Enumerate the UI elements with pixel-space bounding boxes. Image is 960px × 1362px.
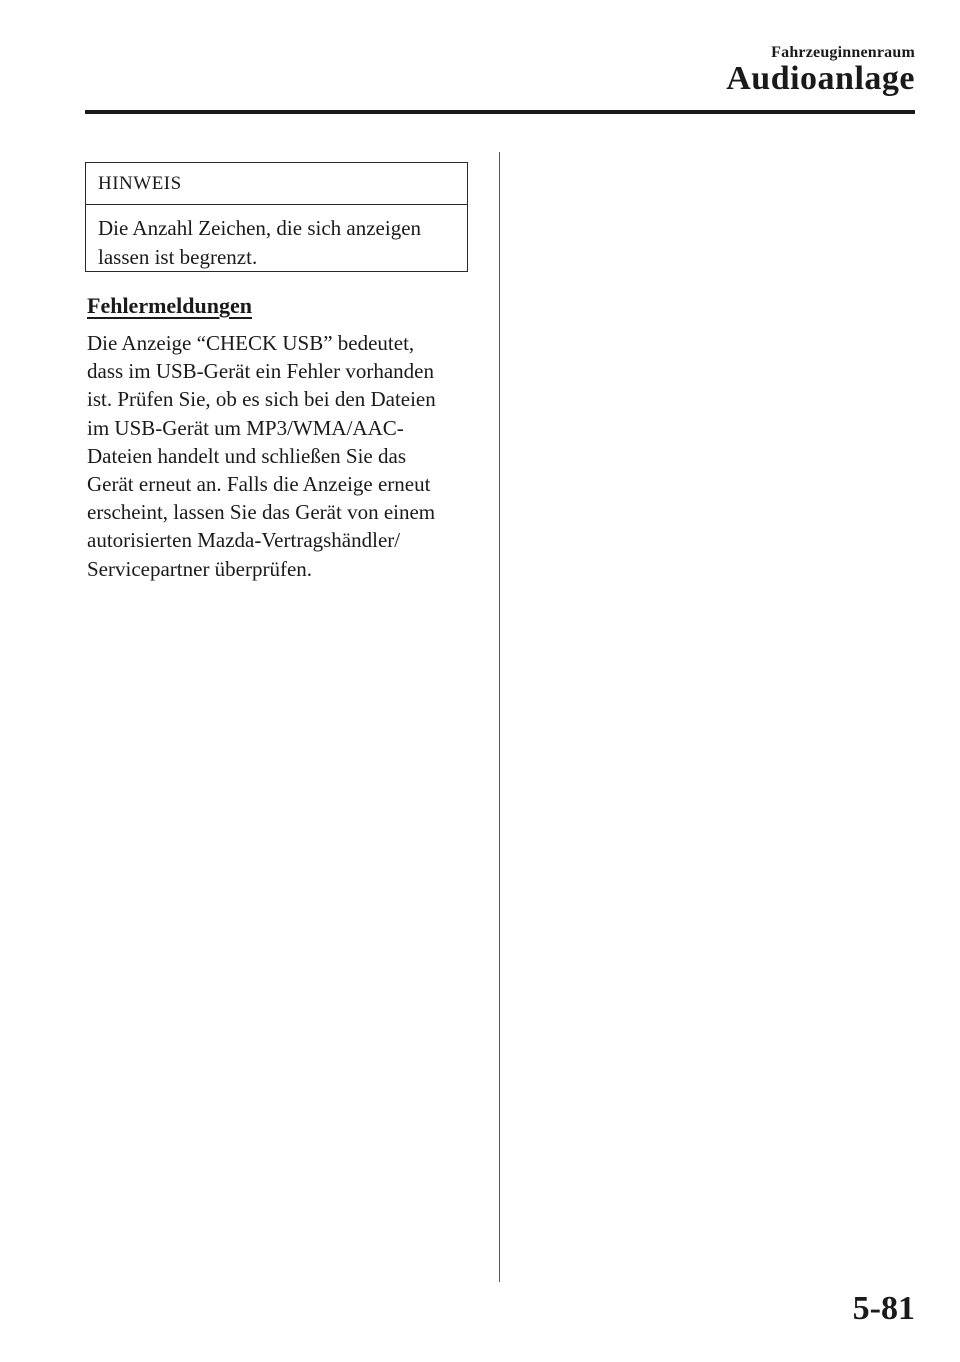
note-line: lassen ist begrenzt. bbox=[98, 245, 258, 269]
header-divider bbox=[85, 110, 915, 114]
page-number: 5-81 bbox=[852, 1290, 915, 1327]
section-heading: Fehlermeldungen bbox=[87, 293, 252, 318]
note-heading: HINWEIS bbox=[86, 163, 467, 205]
body-paragraph bbox=[87, 329, 487, 583]
column-divider bbox=[499, 152, 500, 1282]
page-title: Audioanlage bbox=[726, 60, 915, 97]
paragraph-line: Servicepartner überprüfen. bbox=[87, 556, 313, 581]
paragraph-line: erscheint, lassen Sie das Gerät von einem bbox=[87, 500, 436, 525]
paragraph-line: Gerät erneut an. Falls die Anzeige erneut bbox=[87, 472, 431, 497]
note-box bbox=[85, 162, 468, 272]
chapter-label: Fahrzeuginnenraum bbox=[771, 44, 915, 61]
note-body bbox=[98, 214, 458, 272]
paragraph-line: Die Anzeige “CHECK USB” bedeutet, bbox=[87, 331, 415, 355]
paragraph-line: dass im USB-Gerät ein Fehler vorhanden bbox=[87, 359, 435, 384]
paragraph-line: im USB-Gerät um MP3/WMA/AAC- bbox=[87, 415, 404, 440]
paragraph-line: ist. Prüfen Sie, ob es sich bei den Dateien bbox=[87, 387, 436, 412]
note-line: Die Anzahl Zeichen, die sich anzeigen bbox=[98, 216, 422, 240]
paragraph-line: Dateien handelt und schließen Sie das bbox=[87, 443, 406, 468]
paragraph-line: autorisierten Mazda-Vertragshändler/ bbox=[87, 528, 401, 553]
